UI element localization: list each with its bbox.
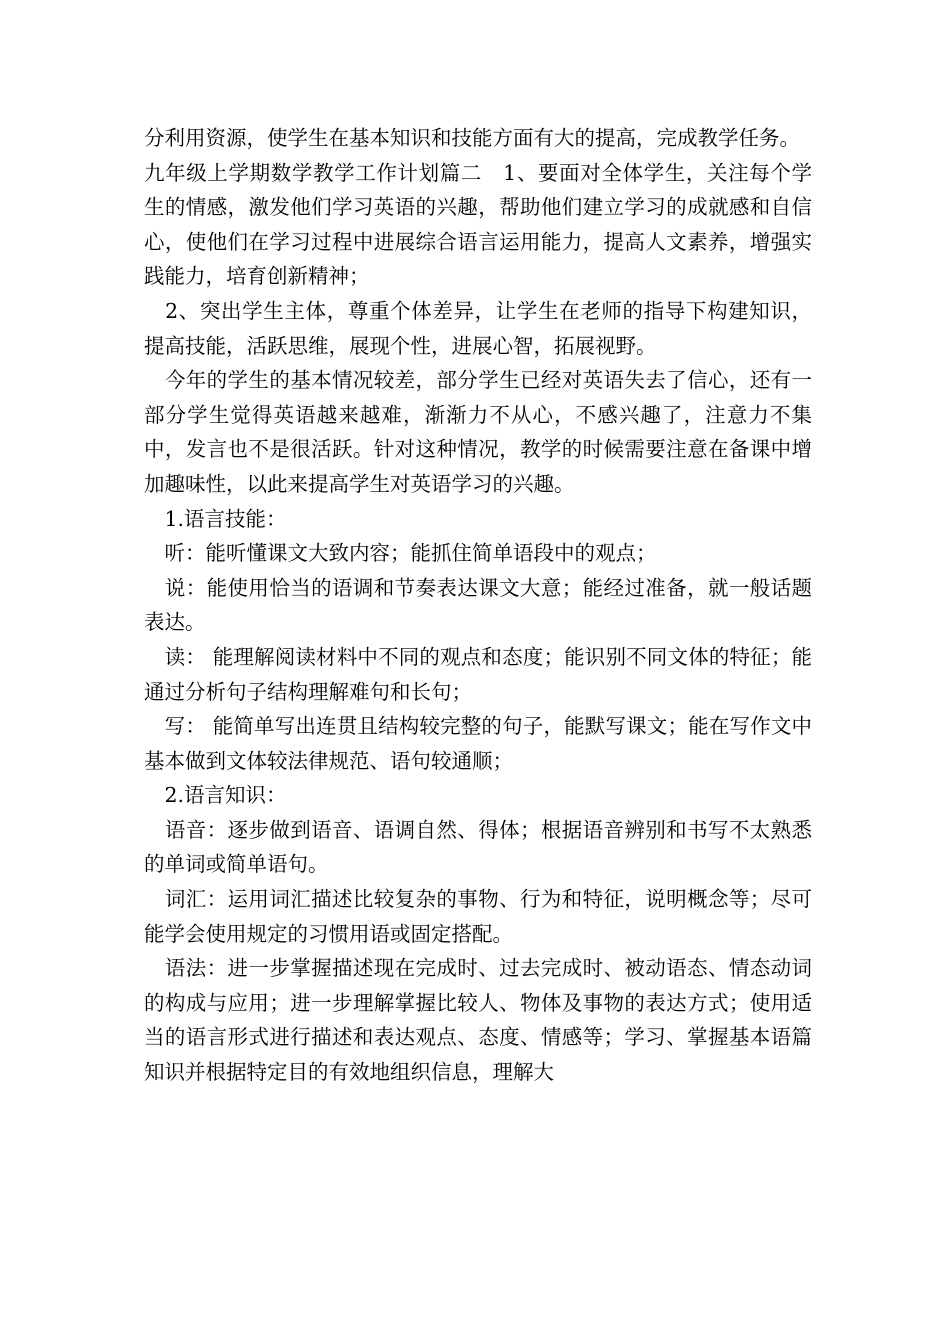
heading-language-knowledge: 2.语言知识： bbox=[144, 783, 287, 808]
paragraph-reading: 读： 能理解阅读材料中不同的观点和态度；能识别不同文体的特征；能通过分析句子结构理解难句和长句； bbox=[144, 644, 812, 704]
paragraph-speaking: 说：能使用恰当的语调和节奏表达课文大意；能经过准备，就一般话题表达。 bbox=[144, 575, 812, 635]
paragraph-plan-item-2: 2、突出学生主体，尊重个体差异，让学生在老师的指导下构建知识，提高技能，活跃思维，展现个性，进展心智，拓展视野。 bbox=[144, 298, 812, 358]
paragraph-continuation: 分利用资源，使学生在基本知识和技能方面有大的提高，完成教学任务。 bbox=[144, 126, 800, 150]
heading-language-skills: 1.语言技能： bbox=[144, 506, 287, 531]
paragraph-writing: 写： 能简单写出连贯且结构较完整的句子，能默写课文；能在写作文中基本做到文体较法律规范、语句较通顺； bbox=[144, 714, 812, 773]
paragraph-vocabulary: 词汇：运用词汇描述比较复杂的事物、行为和特征，说明概念等；尽可能学会使用规定的习惯用语或固定搭配。 bbox=[144, 887, 812, 946]
paragraph-pronunciation: 语音：逐步做到语音、语调自然、得体；根据语音辨别和书写不太熟悉的单词或简单语句。 bbox=[144, 817, 812, 877]
paragraph-student-situation: 今年的学生的基本情况较差，部分学生已经对英语失去了信心，还有一部分学生觉得英语越来越难，渐渐力不从心，不感兴趣了，注意力不集中，发言也不是很活跃。针对这种情况，教学的时候需要注意在备课中增加趣味性，以此来提高学生对英语学习的兴趣。 bbox=[144, 368, 812, 496]
paragraph-listening: 听：能听懂课文大致内容；能抓住简单语段中的观点； bbox=[144, 541, 657, 566]
document-body bbox=[144, 121, 812, 1090]
paragraph-grammar: 语法：进一步掌握描述现在完成时、过去完成时、被动语态、情态动词的构成与应用；进一步理解掌握比较人、物体及事物的表达方式；使用适当的语言形式进行描述和表达观点、态度、情感等；学习、掌握基本语篇知识并根据特定目的有效地组织信息，理解大 bbox=[144, 956, 812, 1085]
paragraph-plan-item-1: 九年级上学期数学教学工作计划篇二 1、要面对全体学生，关注每个学生的情感，激发他们学习英语的兴趣，帮助他们建立学习的成就感和自信心，使他们在学习过程中进展综合语言运用能力，提高人文素养，增强实践能力，培育创新精神； bbox=[144, 160, 812, 289]
